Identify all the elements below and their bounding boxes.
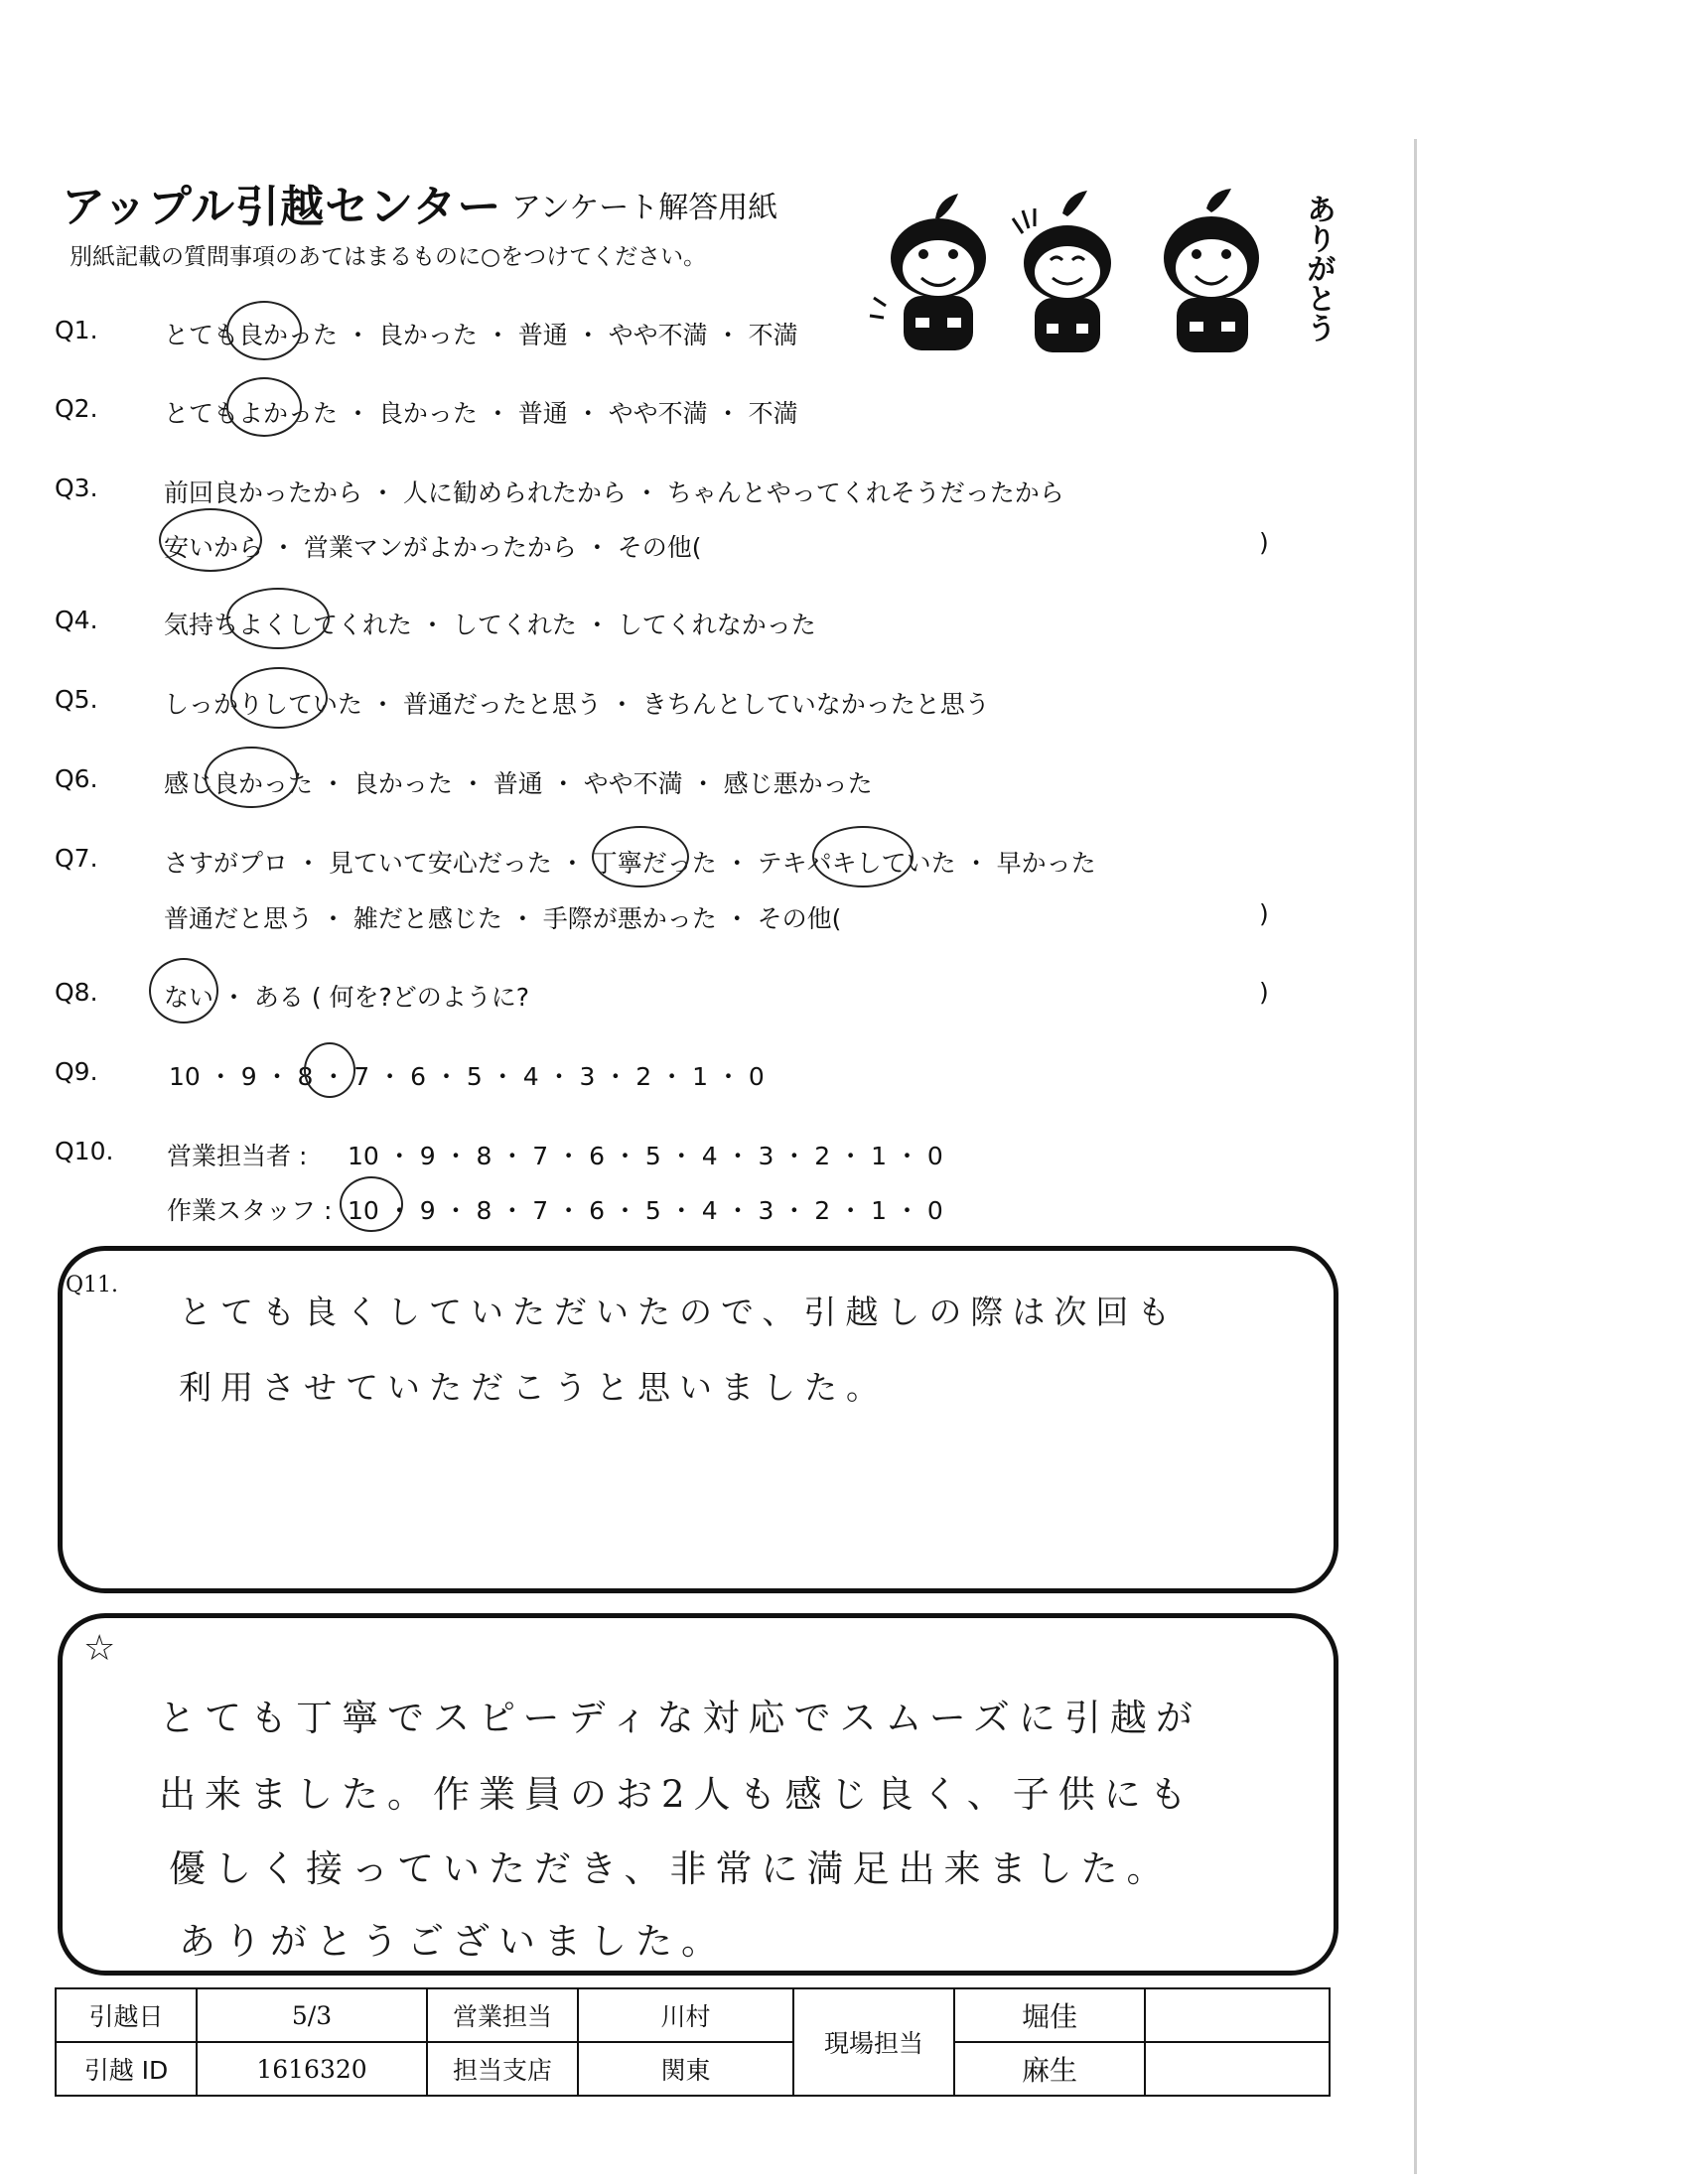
q3-paren-close: ) [1259,528,1269,557]
q5-label: Q5. [55,685,98,714]
q7-paren-close: ) [1259,899,1269,928]
mascot-monkey-3 [1164,189,1259,352]
q7-options-line1: さすがプロ ・ 見ていて安心だった ・ 丁寧だった ・ テキパキしていた ・ 早かった [164,849,1096,878]
mascot-monkey-1 [870,194,986,350]
sales-rep-value: 川村 [578,1988,793,2042]
q1-options: とても良かった ・ 良かった ・ 普通 ・ やや不満 ・ 不満 [164,321,798,349]
q7-answer-circle-1 [592,826,689,887]
q3-options-line2: 安いから ・ 営業マンがよかったから ・ その他( [164,533,702,562]
q2-label: Q2. [55,394,98,423]
q2-options: とてもよかった ・ 良かった ・ 普通 ・ やや不満 ・ 不満 [164,399,798,428]
footer-info-table [55,1987,1331,2097]
q9-label: Q9. [55,1057,98,1086]
branch-label: 担当支店 [427,2042,578,2096]
site-rep-label: 現場担当 [793,1988,954,2096]
q10-sales-label: 営業担当者 : [167,1142,308,1170]
q1-answer-circle [226,301,302,360]
q6-label: Q6. [55,764,98,793]
sales-rep-label: 営業担当 [427,1988,578,2042]
q3-answer-circle [159,508,262,572]
q7-label: Q7. [55,844,98,873]
comment-line4: ありがとうございました。 [179,1920,727,1963]
q3-label: Q3. [55,474,98,502]
mascot-monkey-2 [1013,191,1111,352]
q5-options: しっかりしていた ・ 普通だったと思う ・ きちんとしていなかったと思う [164,690,990,719]
q9-scale: 10 ・ 9 ・ 8 ・ 7 ・ 6 ・ 5 ・ 4 ・ 3 ・ 2 ・ 1 ・ 0 [169,1062,765,1091]
q5-answer-circle [230,667,328,729]
q4-label: Q4. [55,606,98,634]
form-instruction: 別紙記載の質問事項のあてはまるものに○をつけてください。 [70,244,707,270]
q1-label: Q1. [55,316,98,344]
q9-answer-circle [304,1042,355,1098]
q11-answer-line1: とても良くしていただいたので、引越しの際は次回も [179,1293,1180,1331]
q6-answer-circle [205,747,298,808]
comment-line3: 優しく接っていただき、非常に満足出来ました。 [169,1847,1173,1890]
q3-options-line1: 前回良かったから ・ 人に勧められたから ・ ちゃんとやってくれそうだったから [164,478,1064,507]
branch-value: 関東 [578,2042,793,2096]
q10-sales-scale: 10 ・ 9 ・ 8 ・ 7 ・ 6 ・ 5 ・ 4 ・ 3 ・ 2 ・ 1 ・ 0 [348,1142,943,1170]
move-id-value: 1616320 [197,2042,427,2096]
move-id-label: 引越 ID [56,2042,197,2096]
q2-answer-circle [226,377,302,437]
site-rep-1: 堀佳 [954,1988,1145,2042]
thanks-lettering: ありがとう [1301,194,1336,342]
monkey-mascots-illustration [864,179,1321,367]
comment-line2: 出来ました。作業員のお2人も感じ良く、子供にも [159,1773,1196,1816]
company-title: アップル引越センター [62,182,502,232]
site-rep-2: 麻生 [954,2042,1145,2096]
q10-staff-scale: 10 ・ 9 ・ 8 ・ 7 ・ 6 ・ 5 ・ 4 ・ 3 ・ 2 ・ 1 ・ 0 [348,1196,943,1225]
site-rep-empty-1 [1145,1988,1330,2042]
q4-answer-circle [226,588,330,649]
scan-edge-line [1414,139,1417,2174]
q11-answer-line2: 利用させていただこうと思いました。 [179,1368,888,1407]
q8-label: Q8. [55,978,98,1007]
q10-label: Q10. [55,1137,114,1165]
q8-answer-circle [149,958,218,1024]
q8-options: ない ・ ある ( 何を?どのように? [164,983,530,1012]
site-rep-empty-2 [1145,2042,1330,2096]
q6-options: 感じ良かった ・ 良かった ・ 普通 ・ やや不満 ・ 感じ悪かった [164,769,873,798]
q4-options: 気持ちよくしてくれた ・ してくれた ・ してくれなかった [164,611,816,639]
q10-staff-label: 作業スタッフ : [167,1196,333,1225]
move-date-value: 5/3 [197,1988,427,2042]
q7-answer-circle-2 [812,826,914,887]
q11-label: Q11. [66,1273,119,1297]
move-date-label: 引越日 [56,1988,197,2042]
star-icon: ☆ [83,1628,116,1669]
q7-options-line2: 普通だと思う ・ 雑だと感じた ・ 手際が悪かった ・ その他( [164,904,842,933]
q8-paren-close: ) [1259,978,1269,1007]
q10-staff-answer-circle [340,1176,403,1232]
comment-line1: とても丁寧でスピーディな対応でスムーズに引越が [159,1697,1201,1739]
form-subtitle: アンケート解答用紙 [511,191,778,225]
